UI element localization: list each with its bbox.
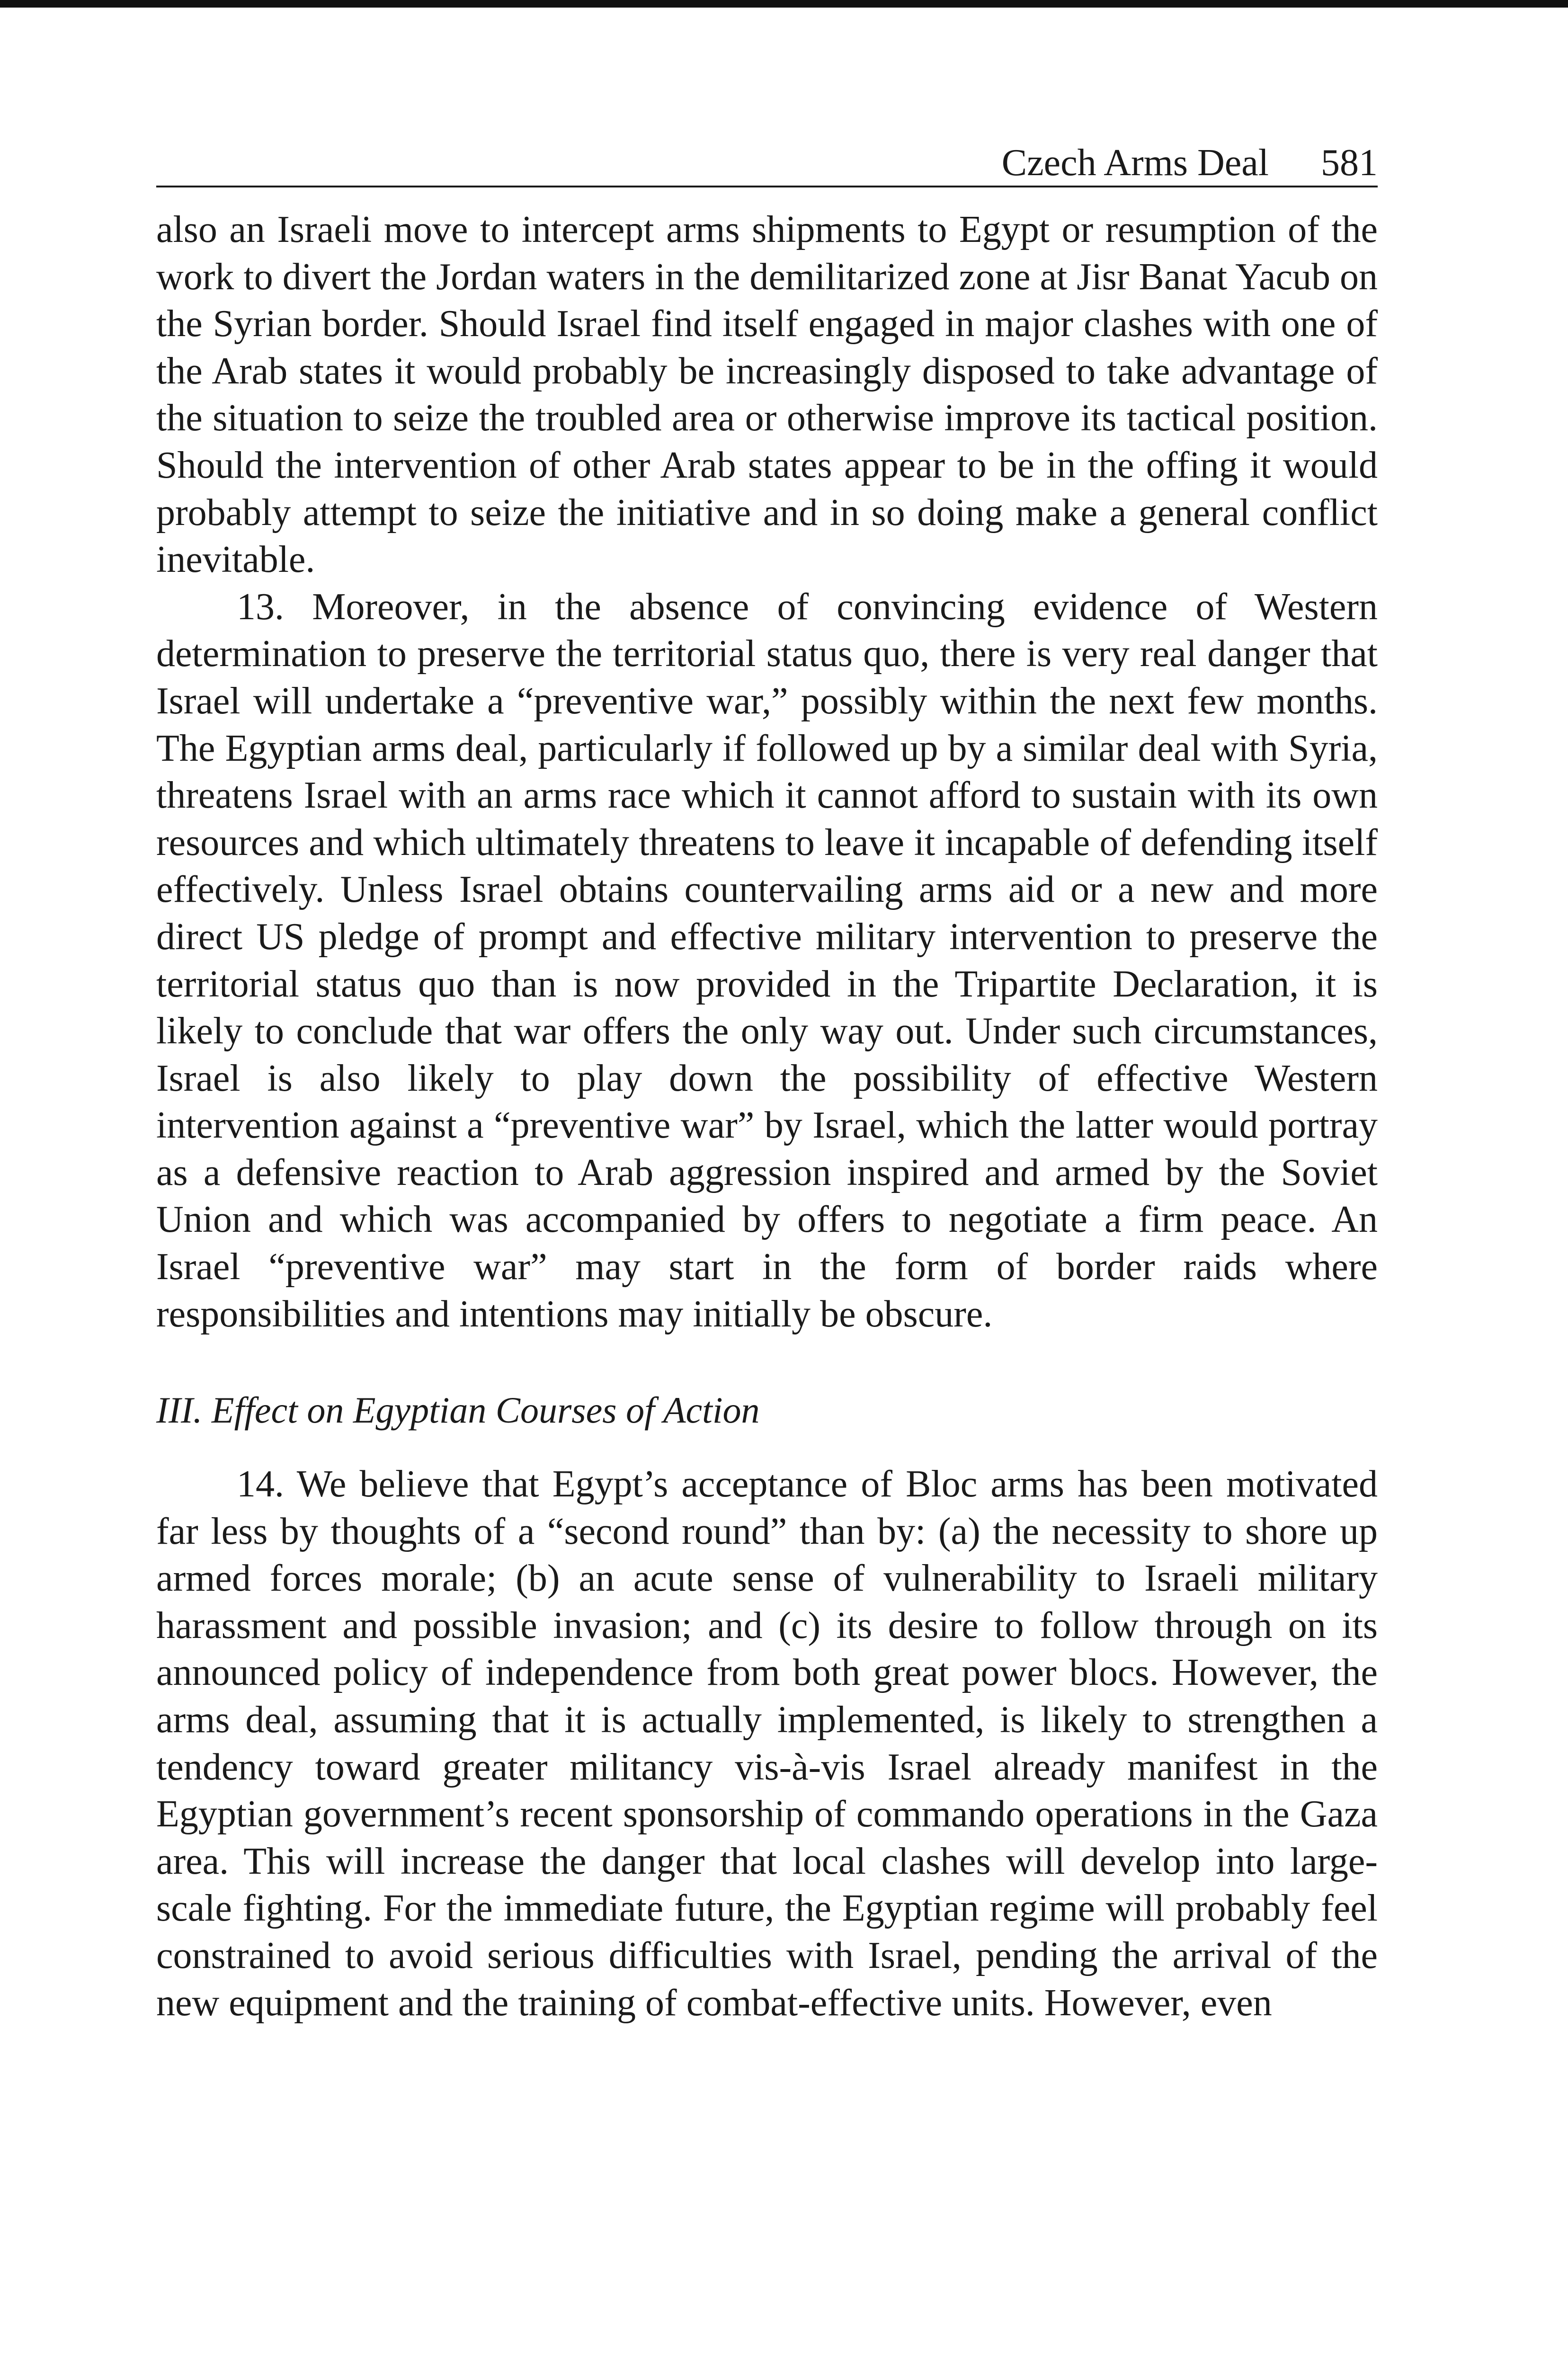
body-text <box>156 206 1378 2027</box>
running-head <box>156 142 1378 187</box>
scan-top-edge <box>0 0 1568 8</box>
section-heading-iii: III. Effect on Egyptian Courses of Action <box>156 1389 760 1431</box>
paragraph-continued: also an Israeli move to intercept arms shipments to Egypt or resumption of the work to divert the Jordan waters in the demilitarized zone at Jisr Banat Yacub on the Syrian border. Should Israel find itself engaged in major clashes with one of the Arab states it would probably be increasingly disposed to take advantage of the situation to seize the troubled area or otherwise improve its tactical position. Should the intervention of other Arab states appear to be in the offing it would probably attempt to seize the initiative and in so doing make a general conflict inevitable. <box>156 209 1378 581</box>
page-number: 581 <box>1321 142 1378 184</box>
running-head-title: Czech Arms Deal <box>1001 142 1269 184</box>
paragraph-13: 13. Moreover, in the absence of convincing evidence of Western determination to preserve the territorial status quo, there is very real danger that Israel will undertake a “preventive war,” possibly within the next few months. The Egyptian arms deal, particularly if followed up by a similar deal with Syria, threatens Israel with an arms race which it cannot afford to sustain with its own resources and which ultimately threatens to leave it incapable of defending itself effectively. Unless Israel obtains countervailing arms aid or a new and more direct US pledge of prompt and effective military intervention to preserve the territorial status quo than is now provided in the Tripartite Declaration, it is likely to conclude that war offers the only way out. Under such circumstances, Israel is also likely to play down the possibility of effective Western intervention against a “preventive war” by Israel, which the latter would portray as a defensive reaction to Arab aggression inspired and armed by the Soviet Union and which was accompanied by offers to negotiate a firm peace. An Israel “preventive war” may start in the form of border raids where responsibilities and intentions may initially be obscure. <box>156 586 1378 1335</box>
document-page <box>156 142 1378 2027</box>
paragraph-14: 14. We believe that Egypt’s acceptance of Bloc arms has been motivated far less by thoughts of a “second round” than by: (a) the necessity to shore up armed forces morale; (b) an acute sense of vulnerability to Israeli military harassment and possible invasion; and (c) its desire to follow through on its announced policy of independence from both great power blocs. However, the arms deal, assuming that it is actually implemented, is likely to strengthen a tendency toward greater militancy vis-à-vis Israel already manifest in the Egyptian government’s recent sponsorship of commando operations in the Gaza area. This will increase the danger that local clashes will develop into large-scale fighting. For the immediate future, the Egyptian regime will probably feel constrained to avoid serious difficulties with Israel, pending the arrival of the new equipment and the training of combat-effective units. However, even <box>156 1463 1378 2024</box>
